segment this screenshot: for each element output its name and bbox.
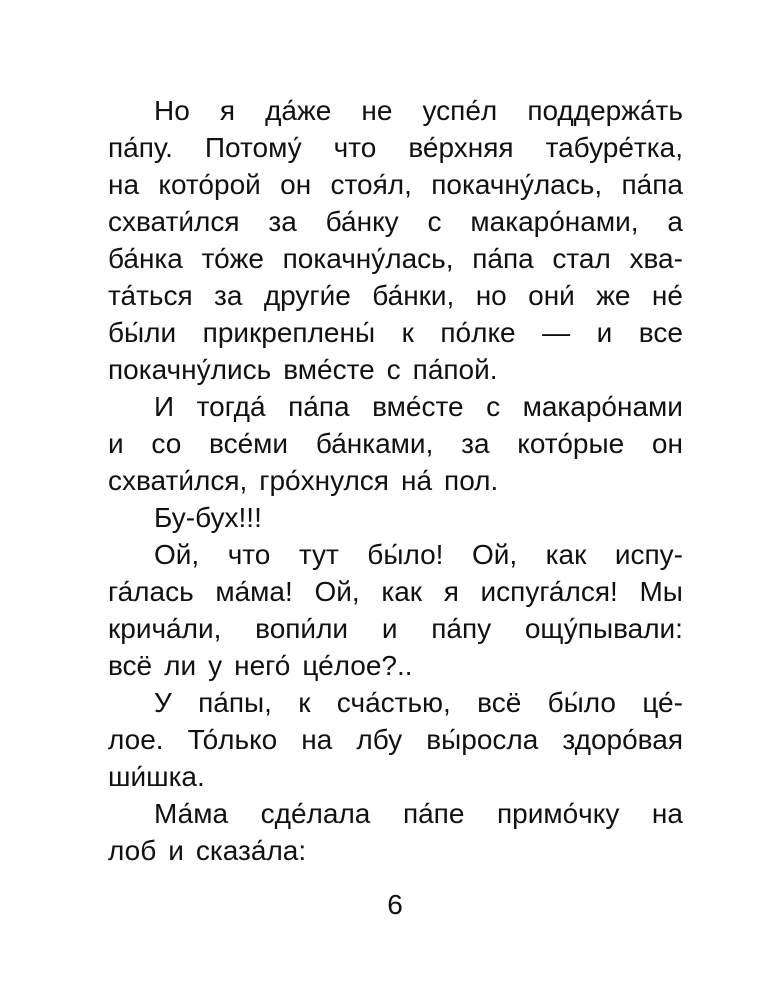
word: лое. [108, 724, 164, 755]
word: ши́шка. [108, 761, 205, 792]
word: ба́нка [108, 243, 183, 274]
word: Мы [639, 576, 683, 607]
word: здоро́вая [562, 724, 683, 755]
word: он [651, 428, 683, 459]
word: со [151, 428, 182, 459]
word: сказа́ла: [195, 835, 307, 866]
word: с [486, 391, 501, 422]
word: на [301, 724, 333, 755]
word: бы́ли [108, 317, 177, 348]
word: стал [552, 243, 611, 274]
word: на [108, 169, 140, 200]
word: сде́лала [260, 798, 371, 829]
word: па́пой. [412, 354, 498, 385]
text-line [108, 388, 683, 425]
word: примо́чку [496, 798, 620, 829]
word: ощу́пывали: [524, 613, 683, 644]
word: Бу-бух!!! [154, 502, 262, 533]
word: не [361, 95, 393, 126]
word: У [154, 687, 172, 718]
word: па́пы, [198, 687, 272, 718]
word: и [168, 835, 184, 866]
word: ба́нки, [372, 280, 455, 311]
page-number: 6 [387, 889, 403, 920]
word: схвати́лся [108, 206, 240, 237]
word: Ма́ма [154, 798, 229, 829]
text-line [108, 203, 683, 240]
text-line [108, 425, 683, 462]
word: — [542, 317, 571, 348]
word: вме́сте [283, 354, 375, 385]
word: покачну́лась, [282, 243, 454, 274]
word: ли [164, 650, 197, 681]
word: га́лась [108, 576, 194, 607]
text-line [108, 277, 683, 314]
word: макаро́нами [522, 391, 683, 422]
word: с [427, 206, 442, 237]
text-line [108, 92, 683, 129]
text-line [108, 758, 683, 795]
text-line [108, 499, 683, 536]
word: па́пу [431, 613, 492, 644]
word: ве́рхняя [408, 132, 514, 163]
word: бы́ло [547, 687, 616, 718]
story-text [108, 92, 683, 869]
word: не́ [651, 280, 683, 311]
word: крича́ли, [108, 613, 222, 644]
word: То́лько [187, 724, 278, 755]
text-line [108, 795, 683, 832]
word: за [461, 428, 490, 459]
word: поддержа́ть [527, 95, 683, 126]
word: на [651, 798, 683, 829]
paragraph [108, 92, 683, 388]
word: и [596, 317, 613, 348]
word: па́па [288, 391, 350, 422]
word: ба́нками, [315, 428, 434, 459]
word: Но [154, 95, 190, 126]
text-line [108, 351, 683, 388]
word: по́лке [440, 317, 516, 348]
word: Ой, [154, 539, 200, 570]
text-line [108, 832, 683, 869]
word: па́па [621, 169, 683, 200]
word: це́- [642, 687, 683, 718]
word: к [401, 317, 414, 348]
word: кото́рые [517, 428, 625, 459]
text-line [108, 314, 683, 351]
word: други́е [263, 280, 351, 311]
text-line [108, 129, 683, 166]
word: бы́ло! [367, 539, 444, 570]
word: испуга́лся! [480, 576, 618, 607]
word: макаро́нами, [470, 206, 639, 237]
text-line [108, 166, 683, 203]
word: прикреплены́ [202, 317, 376, 348]
word: как [545, 539, 587, 570]
text-line [108, 647, 683, 684]
word: успе́л [422, 95, 498, 126]
word: испу- [614, 539, 683, 570]
word: кото́рой [158, 169, 261, 200]
paragraph [108, 795, 683, 869]
text-line [108, 721, 683, 758]
word: вме́сте [372, 391, 464, 422]
word: то́же [201, 243, 264, 274]
word: с [386, 354, 401, 385]
word: но [475, 280, 507, 311]
word: ма́ма! [215, 576, 293, 607]
word: как [381, 576, 423, 607]
text-line [108, 536, 683, 573]
word: у [208, 650, 223, 681]
word: он [280, 169, 312, 200]
word: табуре́тка, [545, 132, 683, 163]
text-line [108, 684, 683, 721]
word: все́ми [209, 428, 289, 459]
word: гро́хнулся [259, 465, 389, 496]
word: пол. [444, 465, 499, 496]
word: ба́нку [325, 206, 399, 237]
word: тут [298, 539, 339, 570]
word: па́па [472, 243, 534, 274]
word: а [667, 206, 683, 237]
word: что [227, 539, 271, 570]
paragraph [108, 388, 683, 499]
word: та́ться [108, 280, 193, 311]
word: тогда́ [196, 391, 266, 422]
word: него́ [234, 650, 291, 681]
word: что [333, 132, 377, 163]
paragraph [108, 499, 683, 536]
word: за [214, 280, 243, 311]
text-line [108, 610, 683, 647]
word: всё [477, 687, 522, 718]
word: вопи́ли [255, 613, 349, 644]
word: Ой, [471, 539, 518, 570]
text-line [108, 462, 683, 499]
word: покачну́лась, [431, 169, 603, 200]
word: хва- [629, 243, 683, 274]
word: на́ [400, 465, 433, 496]
word: же [596, 280, 631, 311]
word: це́лое?.. [302, 650, 413, 681]
word: да́же [265, 95, 332, 126]
paragraph [108, 536, 683, 684]
word: и [108, 428, 124, 459]
word: схвати́лся, [108, 465, 248, 496]
word: лбу [356, 724, 403, 755]
word: стоя́л, [330, 169, 412, 200]
text-line [108, 573, 683, 610]
word: все [638, 317, 683, 348]
word: и [381, 613, 398, 644]
word: лоб [108, 835, 157, 866]
word: к [298, 687, 311, 718]
word: па́пу. [108, 132, 173, 163]
word: я [219, 95, 236, 126]
word: Ой, [314, 576, 360, 607]
paragraph [108, 684, 683, 795]
word: вы́росла [426, 724, 539, 755]
text-line [108, 240, 683, 277]
word: сча́стью, [336, 687, 451, 718]
word: И [154, 391, 175, 422]
word: я [443, 576, 459, 607]
word: они́ [528, 280, 575, 311]
word: всё [108, 650, 153, 681]
word: за [268, 206, 297, 237]
word: покачну́лись [108, 354, 272, 385]
word: Потому́ [204, 132, 302, 163]
word: па́пе [402, 798, 465, 829]
